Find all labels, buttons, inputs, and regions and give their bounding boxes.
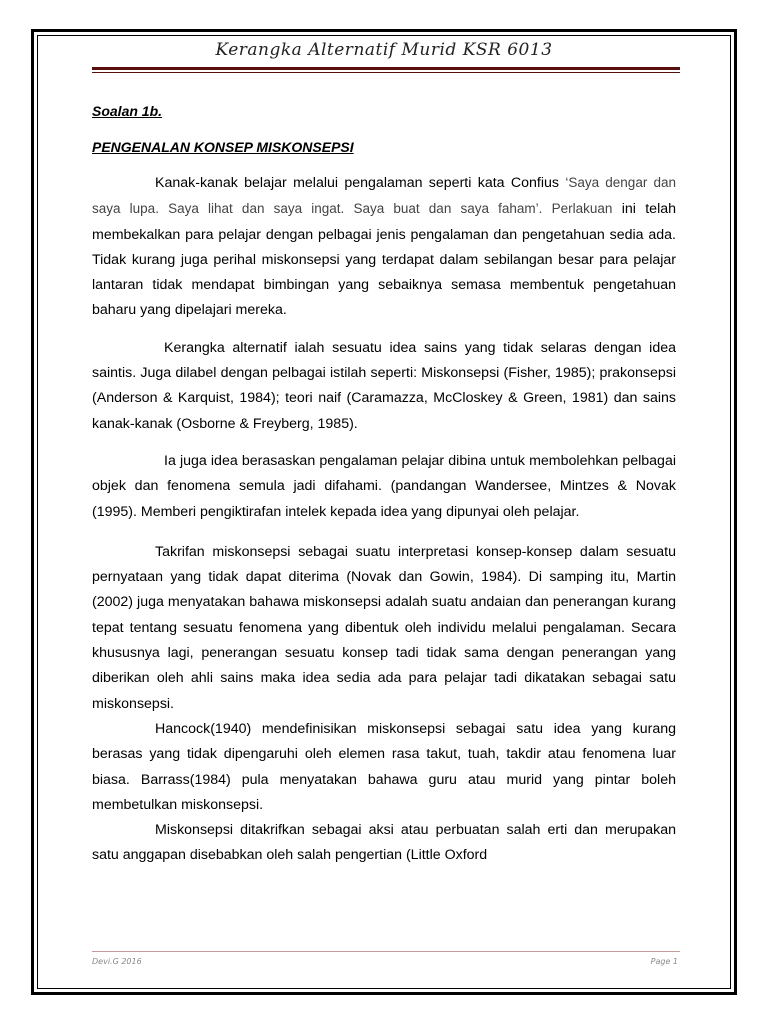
paragraph-3: Ia juga idea berasaskan pengalaman pelajar dibina untuk membolehkan pelbagai objek dan fenomena semula jadi difahami. (pandangan Wandersee, Mintzes & Novak (1995). Memberi pengiktirafan intelek kepada idea yang dipunyai oleh pelajar.	[92, 452, 676, 520]
paragraph-1	[92, 170, 676, 324]
footer-author: Devi.G 2016	[92, 957, 142, 966]
footer-rule	[92, 951, 680, 952]
paragraph-4: Takrifan miskonsepsi sebagai suatu interpretasi konsep-konsep dalam sesuatu pernyataan yang tidak dapat diterima (Novak dan Gowin, 1984). Di samping itu, Martin (2002) juga menyatakan bahawa miskonsepsi adalah suatu andaian dan penerangan kurang tepat tentang sesuatu fenomena yang dibentuk oleh individu melalui pengalaman. Secara khususnya lagi, penerangan sesuatu konsep tadi tidak sama dengan penerangan yang diberikan oleh ahli sains maka idea sedia ada para pelajar tadi dikatakan sebagai satu miskonsepsi.	[92, 543, 676, 712]
paragraph-5: Hancock(1940) mendefinisikan miskonsepsi sebagai satu idea yang kurang berasas yang tidak dipengaruhi oleh elemen rasa takut, tuah, takdir atau fenomena luar biasa. Barrass(1984) pula menyatakan bahawa guru atau murid yang pintar boleh membetulkan miskonsepsi.	[92, 720, 676, 813]
header-rule-thin	[92, 72, 680, 73]
paragraph-2: Kerangka alternatif ialah sesuatu idea sains yang tidak selaras dengan idea saintis. Juga dilabel dengan pelbagai istilah seperti: Miskonsepsi (Fisher, 1985); prakonsepsi (Anderson & Karquist, 1984); teori naif (Caramazza, McCloskey & Green, 1981) dan sains kanak-kanak (Osborne & Freyberg, 1985).	[92, 339, 676, 432]
paragraph-6: Miskonsepsi ditakrifkan sebagai aksi atau perbuatan salah erti dan merupakan satu anggapan disebabkan oleh salah pengertian (Little Oxford	[92, 822, 676, 864]
header-title: Kerangka Alternatif Murid KSR 6013	[215, 40, 553, 60]
paragraph-1-text: Kanak-kanak belajar melalui pengalaman seperti kata Confius	[155, 175, 566, 191]
question-heading: Soalan 1b.	[92, 103, 163, 119]
confucius-quote: ‘Saya dengar dan saya lupa. Saya lihat dan saya ingat. Saya buat dan saya faham’. Perlakuan	[92, 175, 676, 217]
document-body	[92, 103, 676, 869]
paragraph-1-continuation: ini telah membekalkan para pelajar dengan pelbagai jenis pengalaman dan pengetahuan sedia ada. Tidak kurang juga perihal miskonsepsi yang terdapat dalam sebilangan besar para pelajar lantaran tidak mendapat bimbingan yang sebaiknya semasa membentuk pengetahuan baharu yang dipelajari mereka.	[92, 201, 677, 319]
section-heading: PENGENALAN KONSEP MISKONSEPSI	[92, 139, 354, 155]
footer-page-number: Page 1	[650, 957, 678, 966]
header-rule	[92, 67, 680, 70]
